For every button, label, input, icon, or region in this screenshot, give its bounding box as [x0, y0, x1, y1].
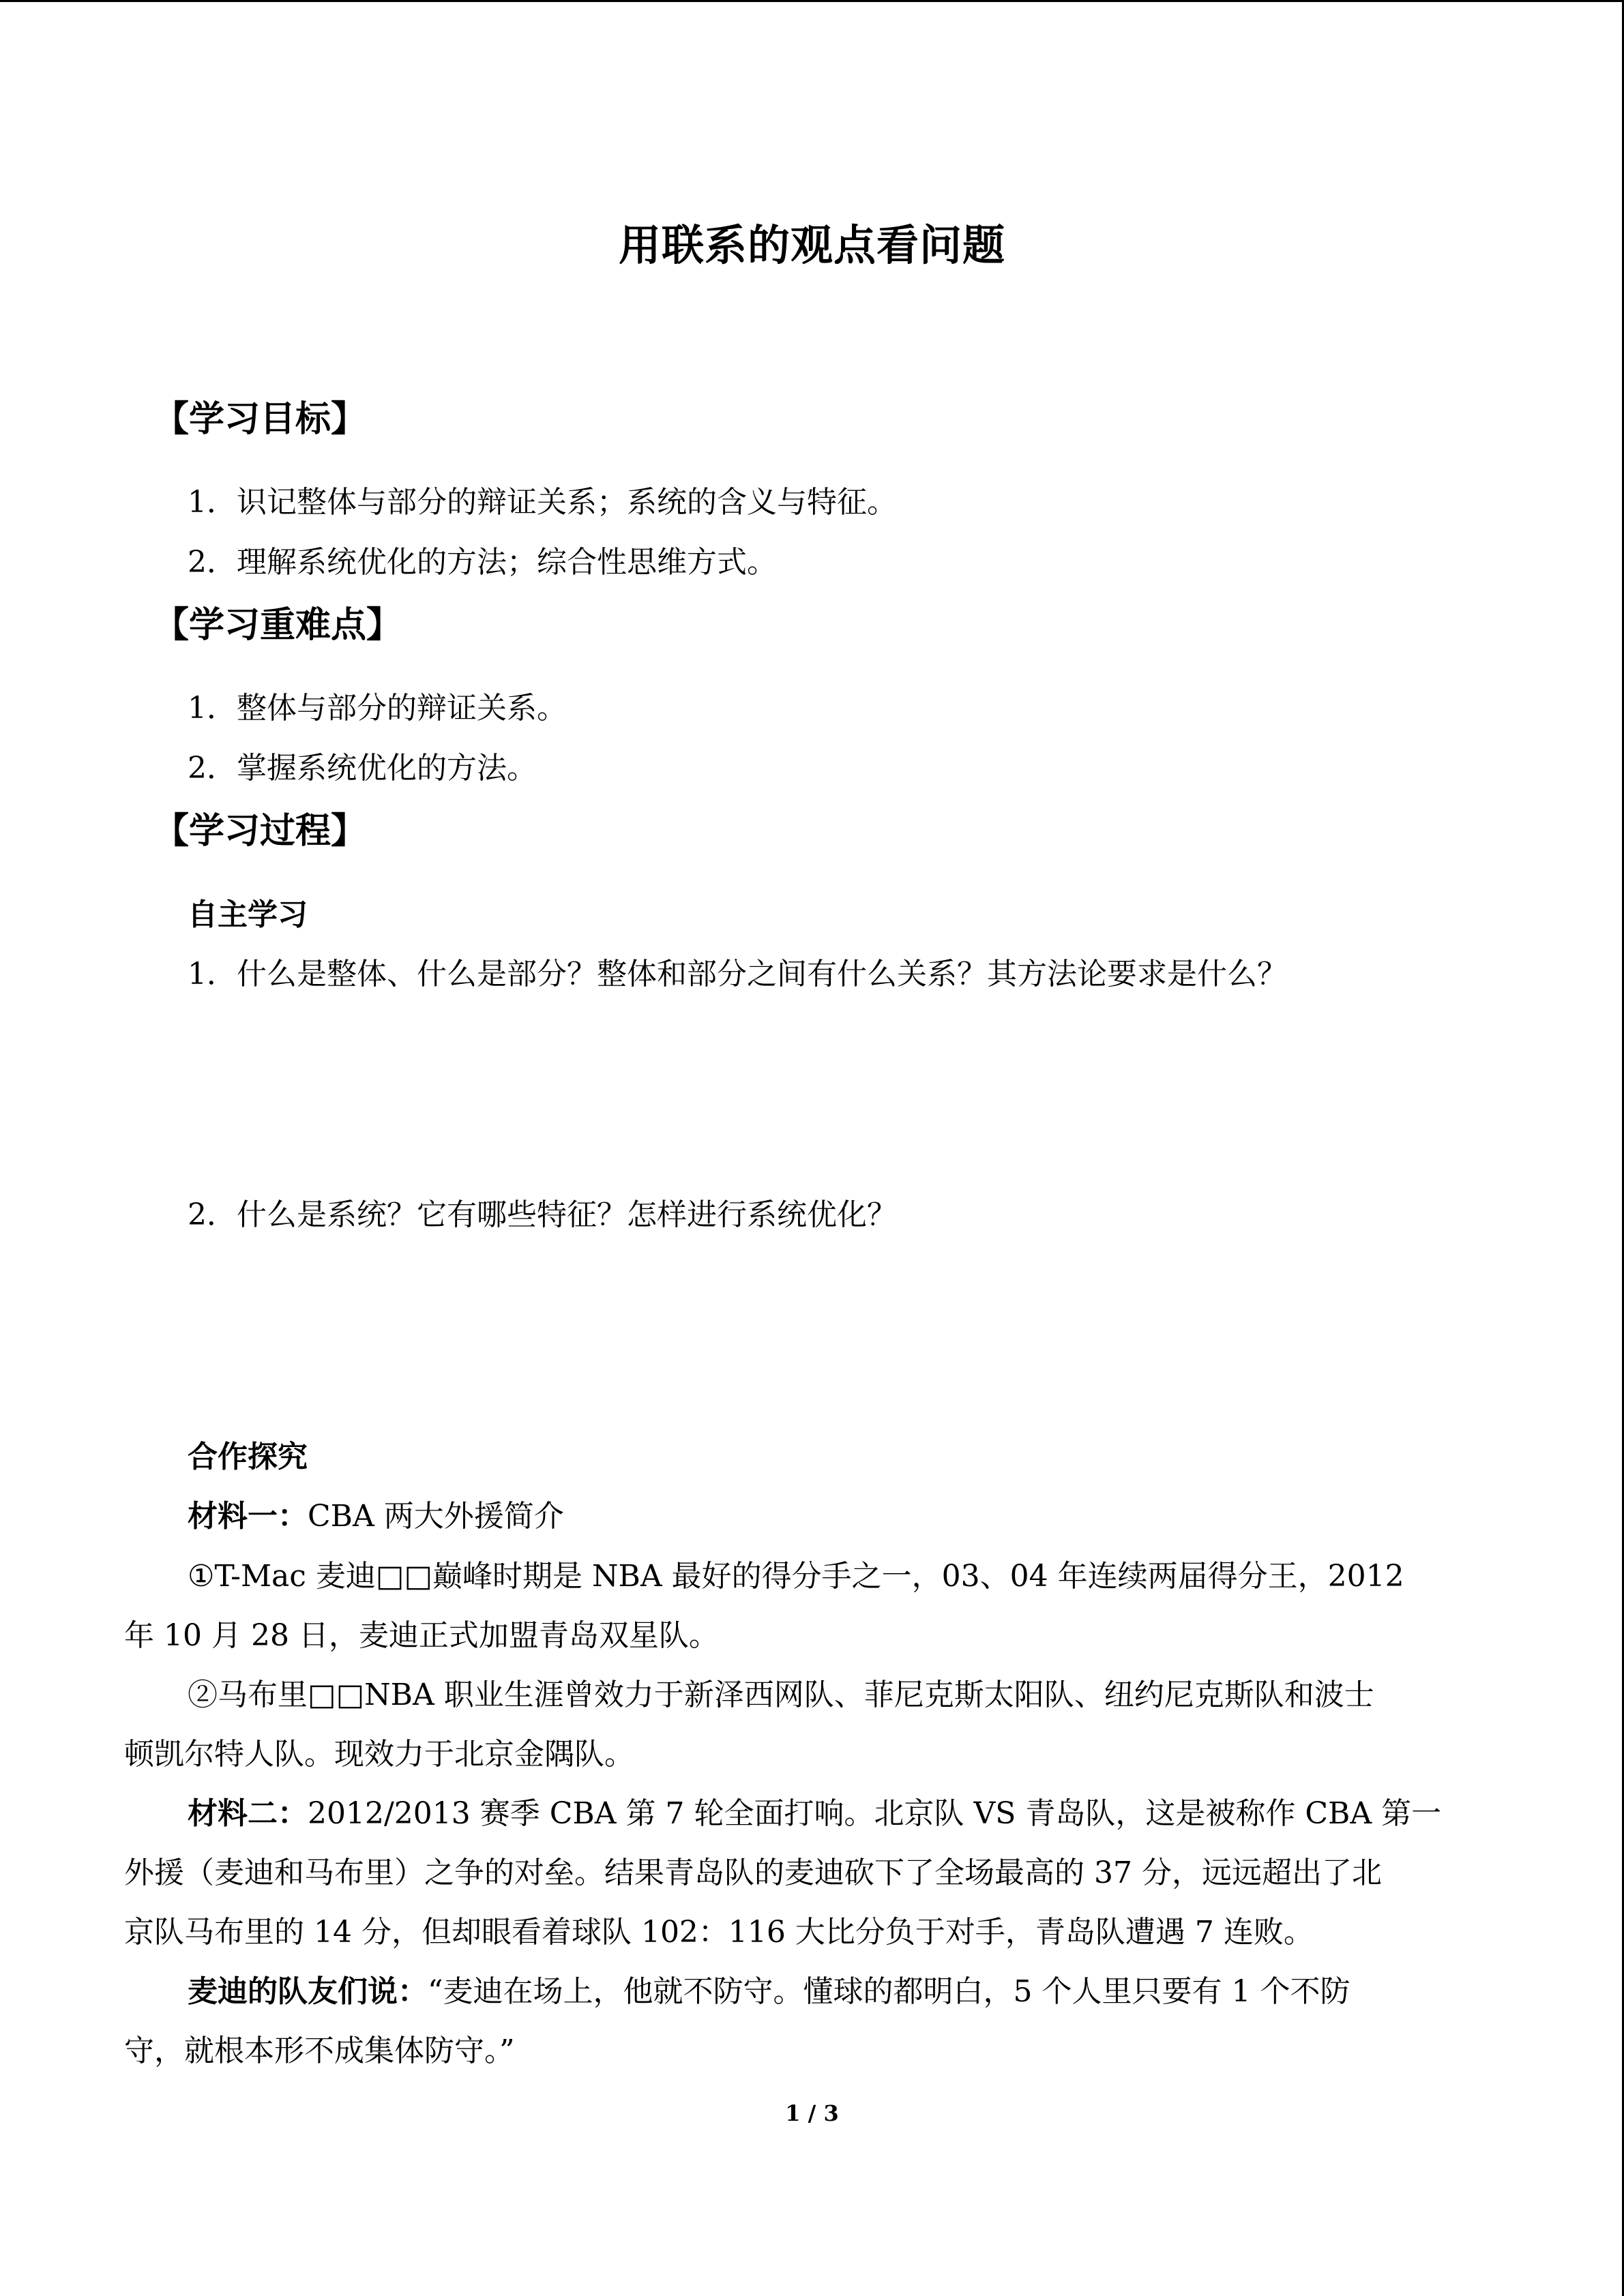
cooperation-heading: 合作探究: [188, 1440, 308, 1474]
teammates-quote-line-1: [188, 1967, 1350, 2010]
material-2-line-3: 京队马布里的 14 分，但却眼看着球队 102：116 大比分负于对手，青岛队遭遇 7 连败。: [124, 1915, 1314, 1950]
material-2-line-2: 外援（麦迪和马布里）之争的对垒。结果青岛队的麦迪砍下了全场最高的 37 分，远远超出了北: [124, 1855, 1382, 1890]
goals-heading: 【学习目标】: [153, 399, 367, 440]
material-1-title-line: [188, 1491, 564, 1535]
material-2-label: 材料二：: [188, 1796, 308, 1831]
material-2-line-1: [188, 1789, 1441, 1832]
self-study-heading: 自主学习: [188, 897, 308, 932]
goals-item-1: 1．识记整体与部分的辩证关系；系统的含义与特征。: [188, 485, 897, 520]
key-points-item-1: 1．整体与部分的辩证关系。: [188, 691, 567, 726]
material-1-paragraph-2-line-2: 顿凯尔特人队。现效力于北京金隅队。: [124, 1737, 634, 1772]
page-border-top: [0, 0, 1624, 2]
teammates-quote-text-1: “麦迪在场上，他就不防守。懂球的都明白，5 个人里只要有 1 个不防: [428, 1974, 1350, 2009]
material-1-paragraph-2-line-1: ②马布里□□NBA 职业生涯曾效力于新泽西网队、菲尼克斯太阳队、纽约尼克斯队和波士: [188, 1678, 1374, 1712]
material-1-paragraph-1-line-1: ①T-Mac 麦迪□□巅峰时期是 NBA 最好的得分手之一，03、04 年连续两届得分王，2012: [188, 1559, 1404, 1594]
material-1-paragraph-1-line-2: 年 10 月 28 日，麦迪正式加盟青岛双星队。: [124, 1618, 719, 1653]
key-points-item-2: 2．掌握系统优化的方法。: [188, 751, 537, 786]
material-2-text-1: 2012/2013 赛季 CBA 第 7 轮全面打响。北京队 VS 青岛队，这是被称作 CBA 第一: [308, 1796, 1442, 1831]
self-study-question-1: 1．什么是整体、什么是部分？整体和部分之间有什么关系？其方法论要求是什么？: [188, 957, 1287, 992]
page-number: 1 / 3: [785, 2100, 839, 2126]
page-title: 用联系的观点看问题: [618, 220, 1005, 270]
teammates-quote-line-2: 守，就根本形不成集体防守。”: [124, 2033, 515, 2068]
process-heading: 【学习过程】: [153, 811, 367, 852]
material-1-label: 材料一：: [188, 1499, 308, 1534]
goals-item-2: 2．理解系统优化的方法；综合性思维方式。: [188, 545, 777, 580]
material-1-title: CBA 两大外援简介: [308, 1499, 564, 1534]
teammates-label: 麦迪的队友们说：: [188, 1974, 428, 2009]
key-points-heading: 【学习重难点】: [153, 605, 402, 646]
self-study-question-2: 2．什么是系统？它有哪些特征？怎样进行系统优化？: [188, 1197, 897, 1232]
